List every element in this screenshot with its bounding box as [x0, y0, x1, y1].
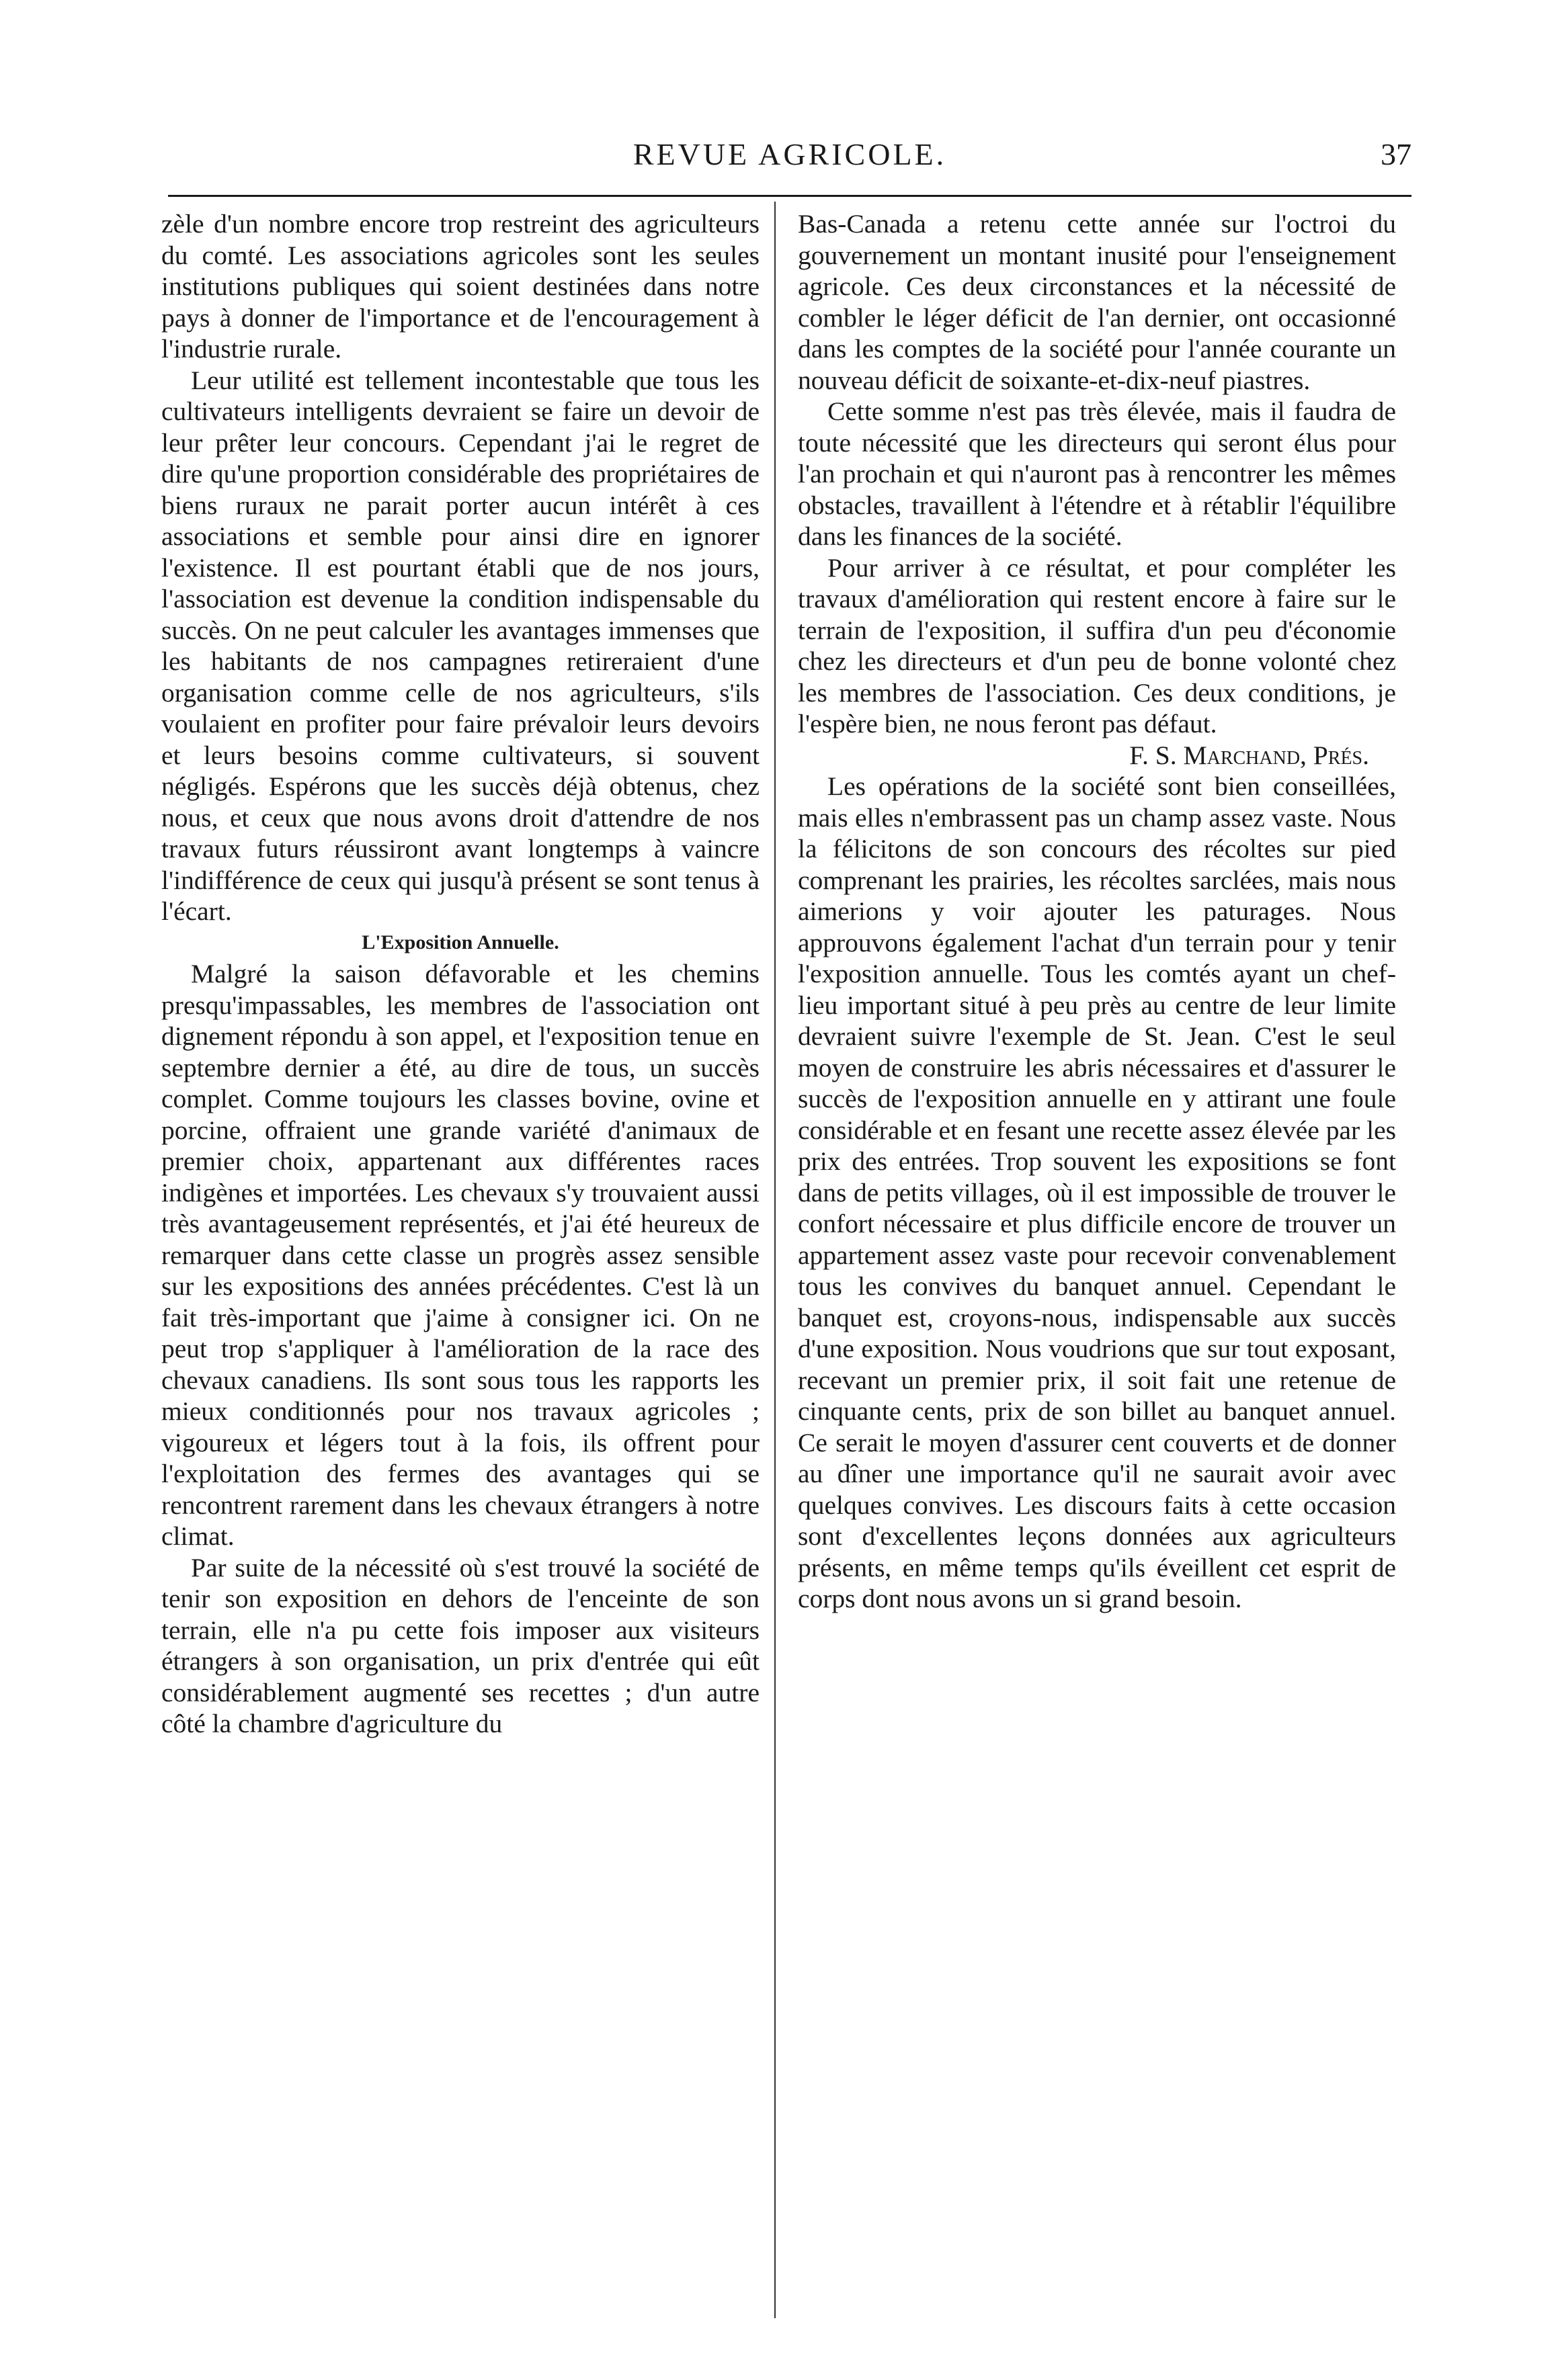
header-rule: [168, 195, 1412, 197]
paragraph: Par suite de la nécessité où s'est trouvé la société de tenir son exposition en dehors de l'enceinte de son terrain, elle n'a pu cette fois imposer aux visiteurs étrangers à son organisation, un prix d'entrée qui eût considérablement augmenté ses recettes ; d'un autre côté la chambre d'agriculture du: [161, 1552, 760, 1738]
paragraph: Malgré la saison défavorable et les chemins presqu'impassables, les membres de l'association ont dignement répondu à son appel, et l'exposition tenue en septembre dernier a été, au dire de tous, un succès complet. Comme toujours les classes bovine, ovine et porcine, offraient une grande variété d'animaux de premier choix, appartenant aux différentes races indigènes et importées. Les chevaux s'y trouvaient aussi très avantageusement représentés, et j'ai été heureux de remarquer dans cette classe un progrès assez sensible sur les expositions des années précédentes. C'est là un fait très-important que j'aime à consigner ici. On ne peut trop s'appliquer à l'amélioration de la race des chevaux canadiens. Ils sont sous tous les rapports les mieux conditionnés pour nos travaux agricoles ; vigoureux et légers tout à la fois, ils offrent pour l'exploitation des fermes des avantages qui se rencontrent rarement dans les chevaux étrangers à notre climat.: [161, 959, 760, 1551]
page-header: [168, 128, 1412, 181]
paragraph-continued: Bas-Canada a retenu cette année sur l'octroi du gouvernement un montant inusité pour l'enseignement agricole. Ces deux circonstances et la nécessité de combler le léger déficit de l'an dernier, ont occasionné dans les comptes de la société pour l'année courante un nouveau déficit de soixante-et-dix-neuf piastres.: [798, 209, 1396, 395]
paragraph-continued: zèle d'un nombre encore trop restreint des agriculteurs du comté. Les associations agricoles sont les seules institutions publiques qui soient destinées dans notre pays à donner de l'importance et de l'encouragement à l'industrie rurale.: [161, 209, 760, 364]
signature: F. S. Marchand, Prés.: [1129, 740, 1369, 770]
left-column: [161, 208, 760, 1740]
paragraph: Les opérations de la société sont bien conseillées, mais elles n'embrassent pas un champ assez vaste. Nous la félicitons de son concours des récoltes sur pied comprenant les prairies, les récoltes sarclées, mais nous aimerions y voir ajouter les paturages. Nous approuvons également l'achat d'un terrain pour y tenir l'exposition annuelle. Tous les comtés ayant un chef-lieu important situé à peu près au centre de leur limite devraient suivre l'exemple de St. Jean. C'est le seul moyen de construire les abris nécessaires et d'assurer le succès de l'exposition annuelle en y attirant une foule considérable et en fesant une recette assez élevée par les prix des entrées. Trop souvent les expositions se font dans de petits villages, où il est impossible de trouver le confort nécessaire et plus difficile encore de trouver un appartement assez vaste pour recevoir convenablement tous les convives du banquet annuel. Cependant le banquet est, croyons-nous, indispensable aux succès d'une exposition. Nous voudrions que sur tout exposant, recevant un premier prix, il soit fait une retenue de cinquante cents, prix de son billet au banquet annuel. Ce serait le moyen d'assurer cent couverts et de donner au dîner une importance qu'il ne saurait avoir avec quelques convives. Les discours faits à cette occasion sont d'excellentes leçons données aux agriculteurs présents, en même temps qu'ils éveillent cet esprit de corps dont nous avons un si grand besoin.: [798, 771, 1396, 1613]
running-title: REVUE AGRICOLE.: [632, 137, 947, 171]
paragraph: Pour arriver à ce résultat, et pour compléter les travaux d'amélioration qui restent encore à faire sur le terrain de l'exposition, il suffira d'un peu d'économie chez les directeurs et d'un peu de bonne volonté chez les membres de l'association. Ces deux conditions, je l'espère bien, ne nous feront pas défaut.: [798, 552, 1396, 738]
paragraph: Leur utilité est tellement incontestable que tous les cultivateurs intelligents devraient se faire un devoir de leur prêter leur concours. Cependant j'ai le regret de dire qu'une proportion considérable des propriétaires de biens ruraux ne parait porter aucun intérêt à ces associations et semble pour ainsi dire en ignorer l'existence. Il est pourtant établi que de nos jours, l'association est devenue la condition indispensable du succès. On ne peut calculer les avantages immenses que les habitants de nos campagnes retireraient d'une organisation comme celle de nos agriculteurs, s'ils voulaient en profiter pour faire prévaloir leurs devoirs et leurs besoins comme cultivateurs, si souvent négligés. Espérons que les succès déjà obtenus, chez nous, et ceux que nous avons droit d'attendre de nos travaux futurs réussiront avant longtemps à vaincre l'indifférence de ceux qui jusqu'à présent se sont tenus à l'écart.: [161, 365, 760, 926]
paragraph: Cette somme n'est pas très élevée, mais il faudra de toute nécessité que les directeurs qui seront élus pour l'an prochain et qui n'auront pas à rencontrer les mêmes obstacles, travaillent à l'étendre et à rétablir l'équilibre dans les finances de la société.: [798, 396, 1396, 551]
column-divider: [774, 202, 776, 2318]
section-heading: L'Exposition Annuelle.: [362, 931, 559, 953]
right-column: [798, 208, 1396, 1615]
page-number: 37: [1381, 137, 1412, 171]
